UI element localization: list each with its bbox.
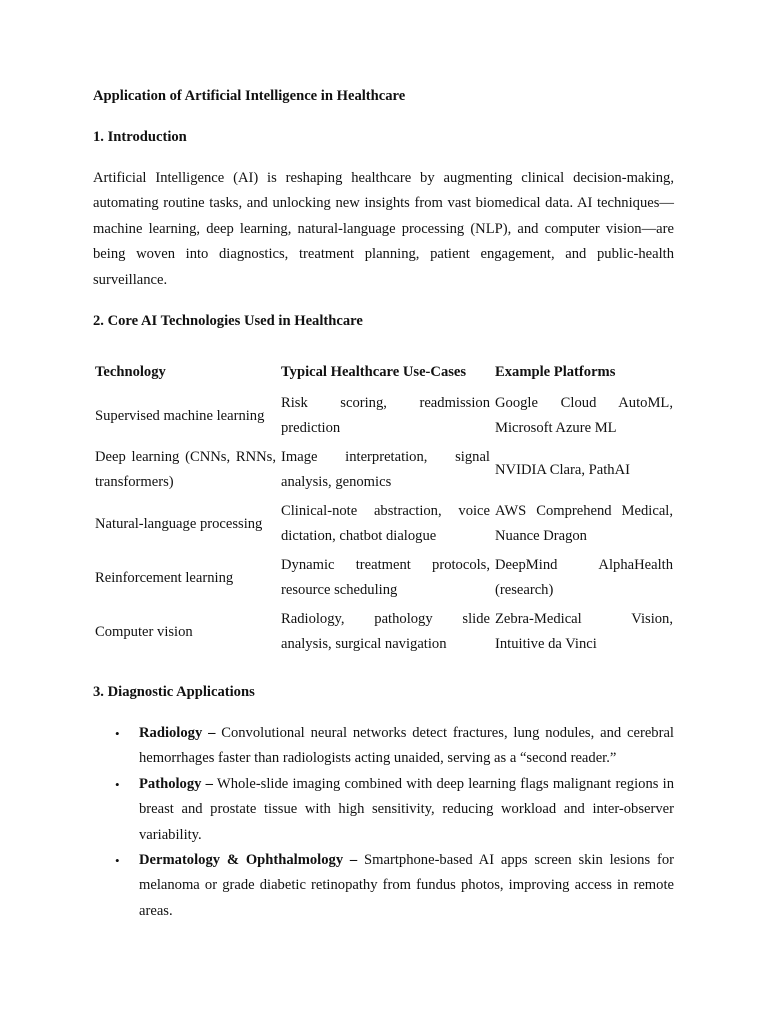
table-row (92, 605, 675, 659)
table-header-cell: Example Platforms (495, 364, 616, 381)
table-header-row (92, 350, 675, 389)
bullet-icon: • (115, 726, 120, 742)
table-cell: AWS Comprehend Medical, Nuance Dragon (495, 503, 673, 545)
section-heading-core-technologies: 2. Core AI Technologies Used in Healthcare (93, 313, 363, 330)
bullet-icon: • (115, 853, 120, 869)
document-title: Application of Artificial Intelligence in Healthcare (93, 88, 406, 104)
table-cell: Supervised machine learning (95, 407, 265, 424)
table-cell: Clinical-note abstraction, voice dictation, chatbot dialogue (281, 503, 490, 545)
table-cell: Natural-language processing (95, 515, 263, 532)
list-item-text: Convolutional neural networks detect fractures, lung nodules, and cerebral hemorrhages faster than radiologists acting unaided, serving as a “second reader.” (139, 725, 674, 767)
table-header-cell: Technology (95, 364, 166, 381)
document-page (93, 84, 674, 924)
list-item (93, 772, 674, 848)
table-cell: Deep learning (CNNs, RNNs, transformers) (95, 449, 276, 491)
section-heading-diagnostic-applications: 3. Diagnostic Applications (93, 684, 255, 701)
table-row (92, 389, 675, 443)
list-item (93, 848, 674, 924)
table-header-cell: Typical Healthcare Use-Cases (281, 364, 467, 381)
section-heading-introduction: 1. Introduction (93, 129, 187, 145)
table-cell: Computer vision (95, 623, 193, 640)
technologies-table (92, 350, 675, 659)
list-item (93, 721, 674, 772)
diagnostic-applications-list (93, 721, 674, 924)
table-row (92, 443, 675, 497)
table-cell: Risk scoring, readmission prediction (281, 395, 490, 437)
list-item-term: Dermatology & Ophthalmology – (139, 852, 358, 869)
table-row (92, 551, 675, 605)
table-cell: DeepMind AlphaHealth (research) (495, 557, 673, 599)
table-cell: Reinforcement learning (95, 569, 234, 586)
table-cell: Image interpretation, signal analysis, genomics (281, 449, 490, 491)
list-item-term: Pathology – (139, 775, 213, 792)
list-item-text: Whole-slide imaging combined with deep learning flags malignant regions in breast and prostate tissue with high sensitivity, reducing workload and inter-observer variability. (139, 775, 674, 843)
table-cell: Radiology, pathology slide analysis, surgical navigation (281, 611, 490, 653)
list-item-term: Radiology – (139, 725, 216, 742)
table-cell: NVIDIA Clara, PathAI (495, 461, 630, 478)
table-cell: Google Cloud AutoML, Microsoft Azure ML (495, 395, 673, 437)
table-cell: Dynamic treatment protocols, resource scheduling (281, 557, 490, 599)
table-row (92, 497, 675, 551)
bullet-icon: • (115, 776, 120, 792)
table-cell: Zebra-Medical Vision, Intuitive da Vinci (495, 611, 673, 653)
list-item-text: Smartphone-based AI apps screen skin lesions for melanoma or grade diabetic retinopathy from fundus photos, improving access in remote areas. (139, 852, 674, 919)
introduction-paragraph: Artificial Intelligence (AI) is reshaping healthcare by augmenting clinical decision-making, automating routine tasks, and unlocking new insights from vast biomedical data. AI techniques—machine learning, deep learning, natural-language processing (NLP), and computer vision—are being woven into diagnostics, treatment planning, patient engagement, and public-health surveillance. (93, 170, 674, 288)
